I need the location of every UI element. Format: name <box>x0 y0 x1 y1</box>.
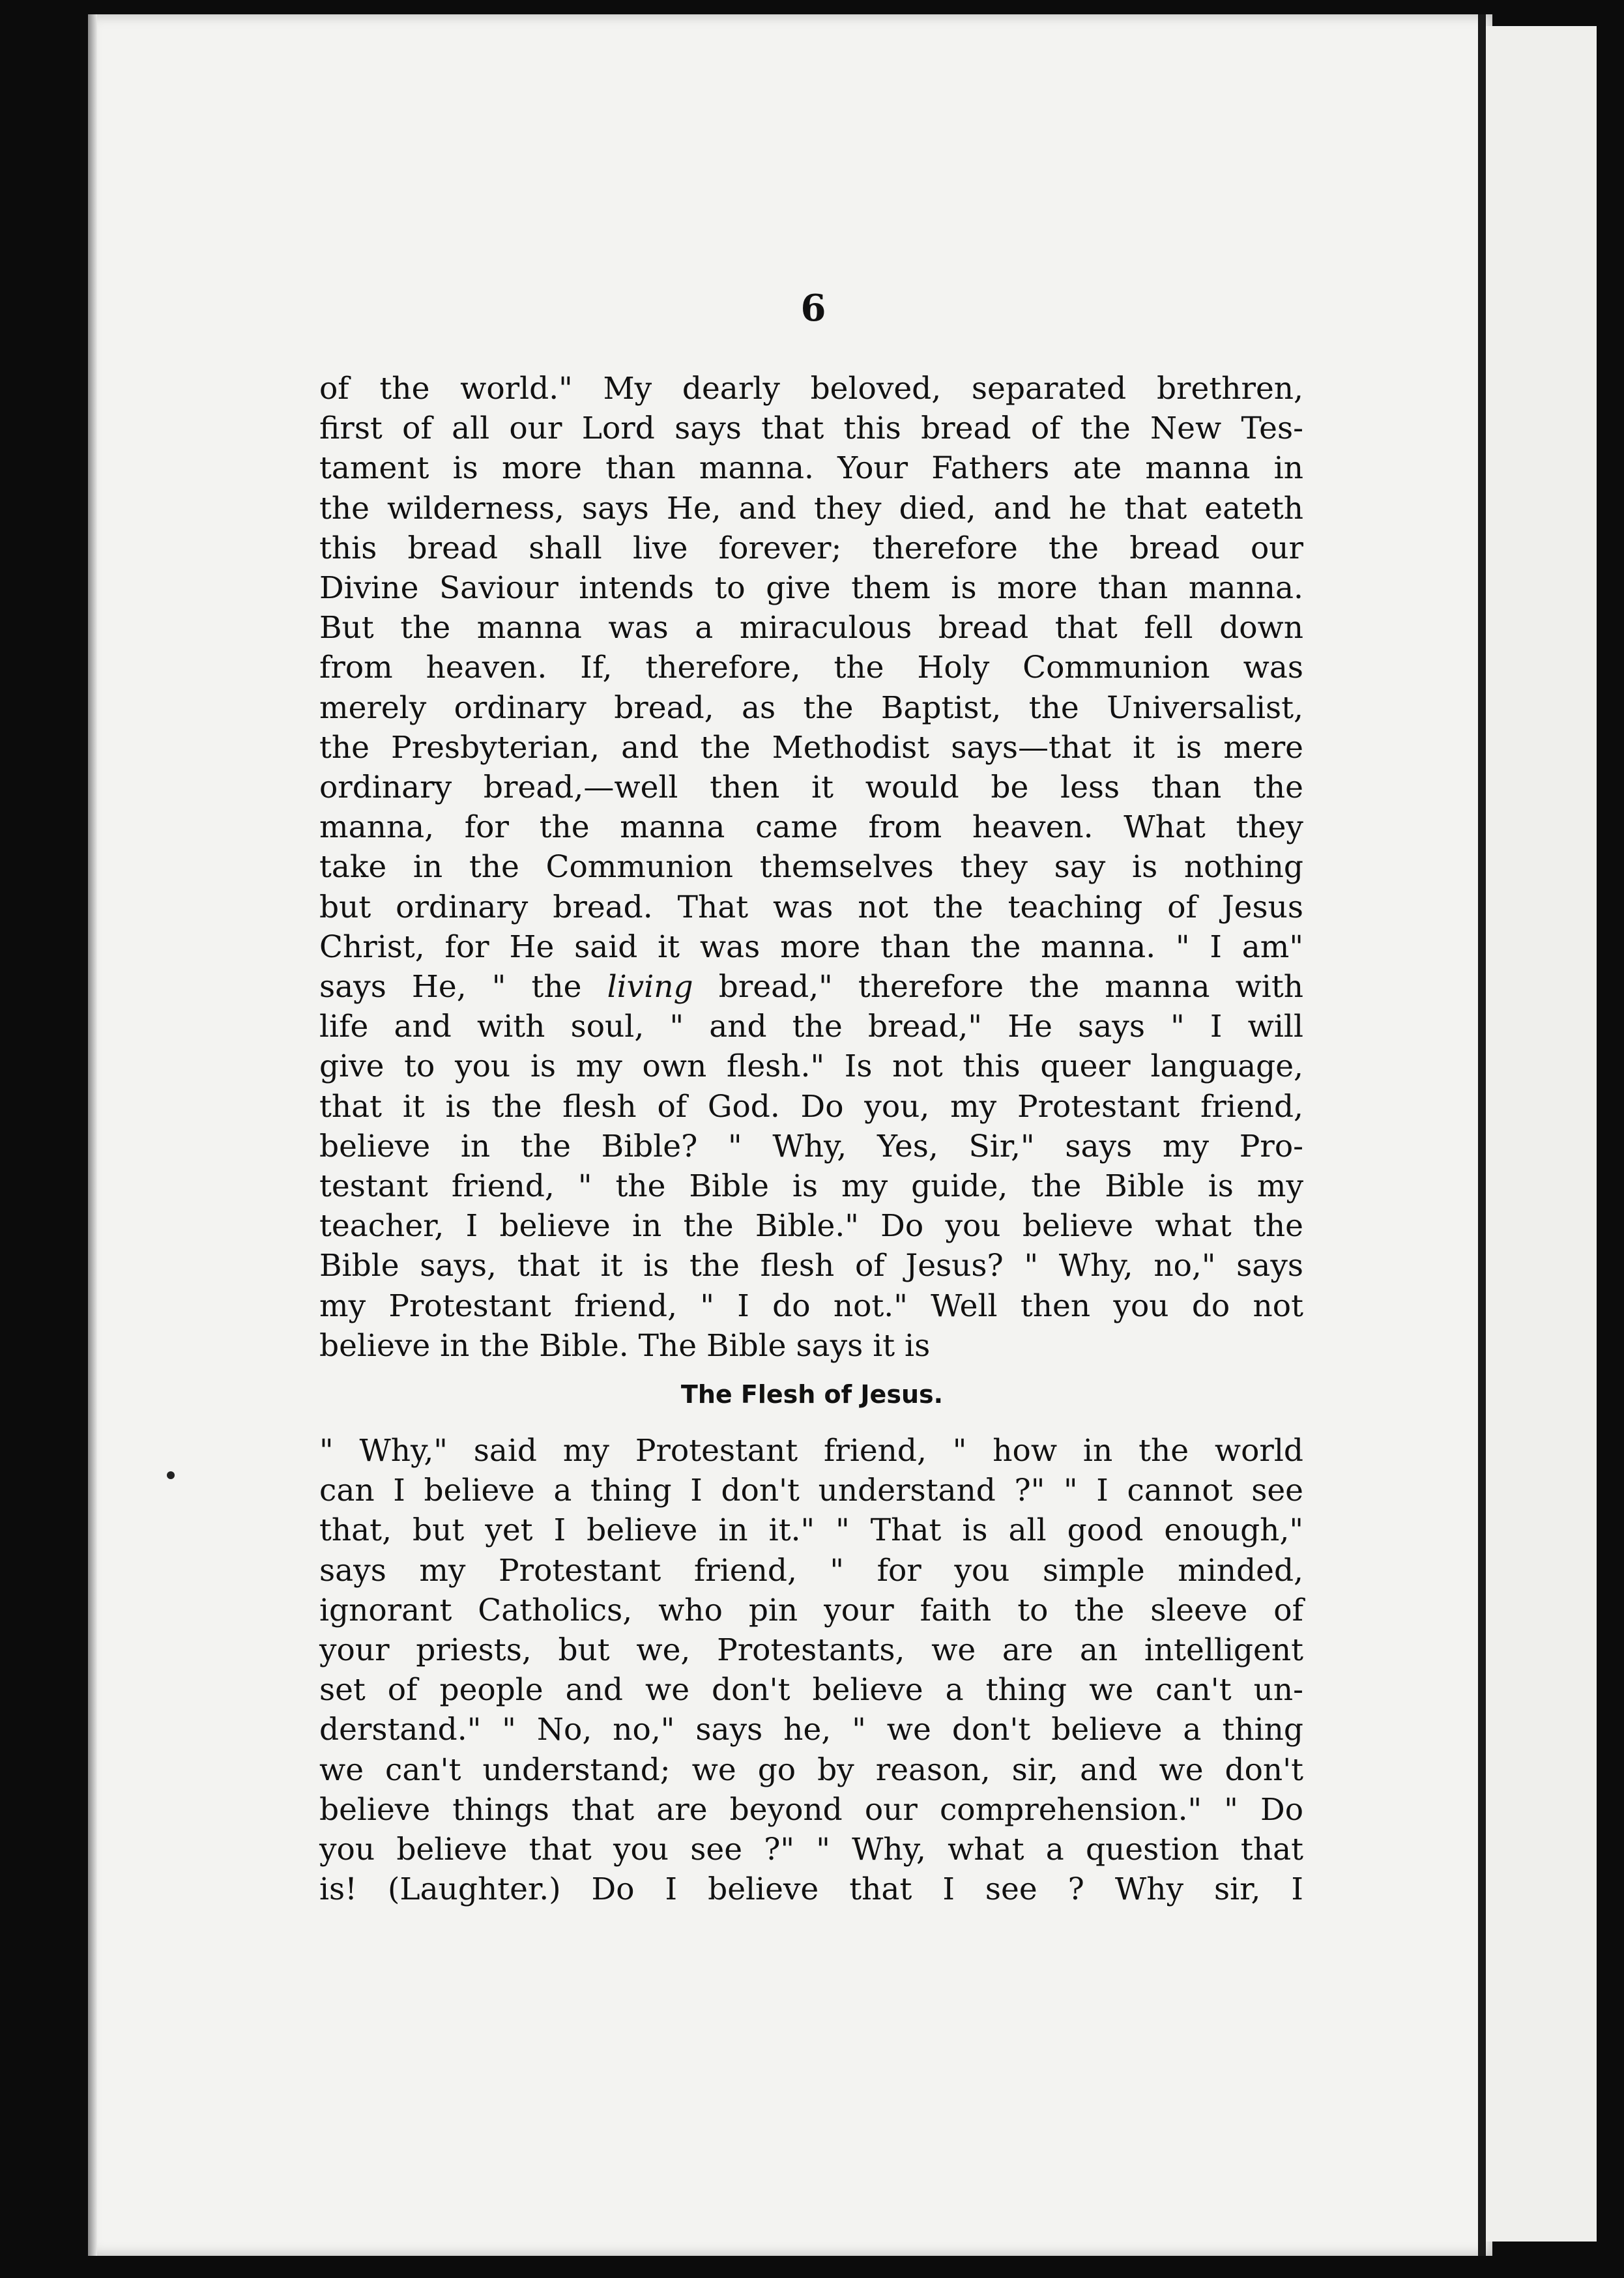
text-line: teacher, I believe in the Bible." Do you believe what the <box>319 1208 1303 1245</box>
body-paragraph-2 <box>319 1431 1303 1909</box>
text-line: manna, for the manna came from heaven. What they <box>319 809 1303 846</box>
text-line: but ordinary bread. That was not the teaching of Jesus <box>319 889 1303 925</box>
page-gutter <box>1478 14 1486 2256</box>
text-line: your priests, but we, Protestants, we are an intelligent <box>319 1632 1303 1669</box>
ink-speck <box>167 1471 175 1479</box>
text-line: set of people and we don't believe a thing we can't un- <box>319 1672 1303 1708</box>
text-line: tament is more than manna. Your Fathers ate manna in <box>319 450 1303 487</box>
section-heading: The Flesh of Jesus. <box>680 1380 944 1409</box>
text-line: derstand." " No, no," says he, " we don't believe a thing <box>319 1712 1303 1748</box>
emphasis-living: living <box>607 969 693 1005</box>
text-line: Christ, for He said it was more than the manna. " I am" <box>319 929 1303 965</box>
text-line: of the world." My dearly beloved, separated brethren, <box>319 371 1303 407</box>
text-line: from heaven. If, therefore, the Holy Communion was <box>319 650 1303 686</box>
text-line: But the manna was a miraculous bread that fell down <box>319 610 1303 646</box>
text-line: believe things that are beyond our comprehension." " Do <box>319 1791 1303 1828</box>
text-line: Bible says, that it is the flesh of Jesus? " Why, no," says <box>319 1248 1303 1284</box>
page-number: 6 <box>800 287 826 330</box>
text-line: testant friend, " the Bible is my guide, the Bible is my <box>319 1168 1303 1205</box>
text-line: believe in the Bible? " Why, Yes, Sir," says my Pro- <box>319 1128 1303 1164</box>
text-line: merely ordinary bread, as the Baptist, the Universalist, <box>319 689 1303 726</box>
text-line: first of all our Lord says that this bread of the New Tes- <box>319 411 1303 447</box>
text-line: this bread shall live forever; therefore the bread our <box>319 530 1303 566</box>
text-line: take in the Communion themselves they say is nothing <box>319 849 1303 886</box>
text-line: believe in the Bible. The Bible says it is <box>319 1327 931 1364</box>
text-line: the Presbyterian, and the Methodist says—that it is mere <box>319 729 1303 766</box>
text-line: give to you is my own flesh." Is not this queer language, <box>319 1048 1303 1085</box>
text-line: you believe that you see ?" " Why, what a question that <box>319 1832 1303 1868</box>
text-line: that, but yet I believe in it." " That is all good enough," <box>319 1512 1303 1549</box>
text-line: ignorant Catholics, who pin your faith to the sleeve of <box>319 1592 1303 1628</box>
text-line: that it is the flesh of God. Do you, my Protestant friend, <box>319 1088 1303 1125</box>
page-left-edge <box>88 14 97 2256</box>
text-line: ordinary bread,—well then it would be less than the <box>319 770 1303 806</box>
text-line: we can't understand; we go by reason, sir, and we don't <box>319 1752 1303 1788</box>
text-line: the wilderness, says He, and they died, and he that eateth <box>319 490 1303 526</box>
body-paragraph-1 <box>319 369 1303 1366</box>
text-line: life and with soul, " and the bread," He says " I will <box>319 1009 1303 1045</box>
text-line: can I believe a thing I don't understand ?" " I cannot see <box>319 1473 1303 1509</box>
text-line: " Why," said my Protestant friend, " how in the world <box>319 1433 1303 1469</box>
text-line: says He, " the living bread," therefore the manna with <box>319 969 1303 1005</box>
text-line: my Protestant friend, " I do not." Well then you do not <box>319 1288 1303 1324</box>
text-line: says my Protestant friend, " for you simple minded, <box>319 1552 1303 1589</box>
text-line: is! (Laughter.) Do I believe that I see ? Why sir, I <box>319 1871 1303 1908</box>
facing-page-edge <box>1486 26 1597 2242</box>
text-line: Divine Saviour intends to give them is more than manna. <box>319 570 1303 607</box>
